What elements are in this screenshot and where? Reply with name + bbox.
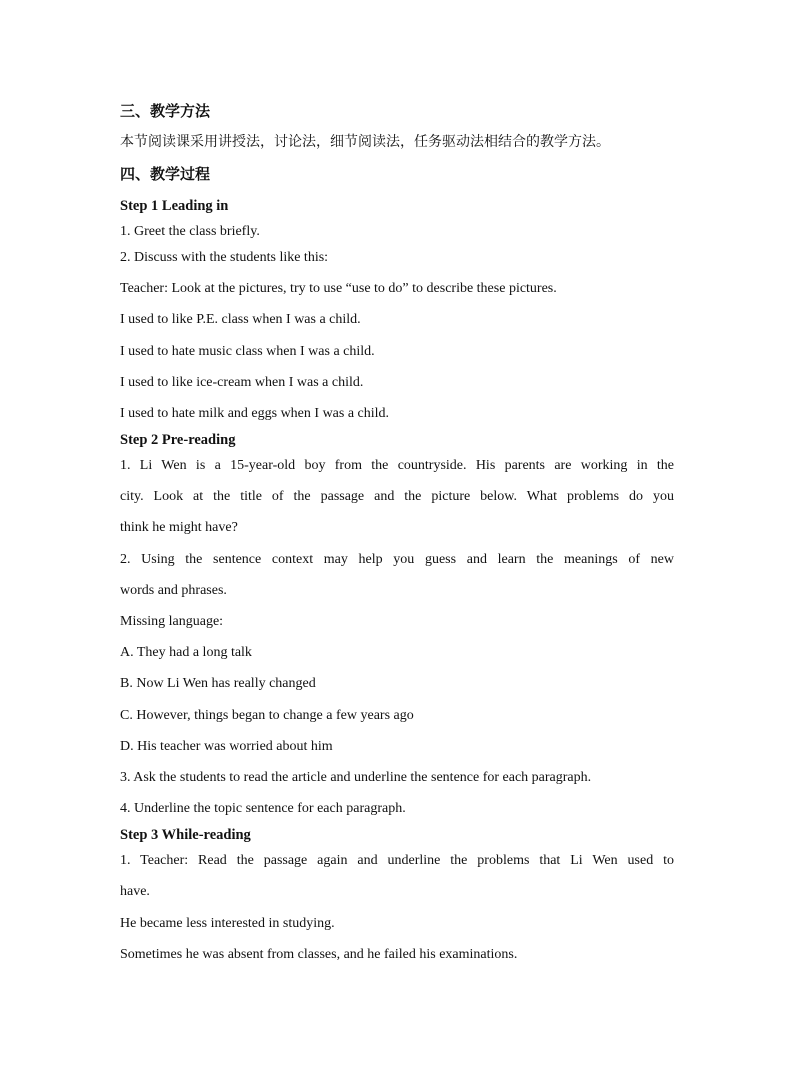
text-line: Missing language: bbox=[120, 614, 224, 629]
option-item: D. His teacher was worried about him bbox=[120, 739, 333, 754]
text-line: Sometimes he was absent from classes, and he failed his examinations. bbox=[120, 947, 518, 962]
option-item: C. However, things began to change a few years ago bbox=[120, 708, 414, 723]
section-heading-teaching-method: 三、教学方法 bbox=[120, 102, 211, 120]
text-line: 1. Teacher: Read the passage again and underline the problems that Li Wen used to bbox=[120, 853, 674, 868]
text-line: Teacher: Look at the pictures, try to use “use to do” to describe these pictures. bbox=[120, 281, 557, 296]
paragraph-method-description: 本节阅读课采用讲授法，讨论法，细节阅读法，任务驱动法相结合的教学方法。 bbox=[120, 134, 610, 150]
text-line: 2. Using the sentence context may help you guess and learn the meanings of new bbox=[120, 552, 674, 567]
text-line: words and phrases. bbox=[120, 583, 227, 598]
text-line: He became less interested in studying. bbox=[120, 916, 335, 931]
option-item: A. They had a long talk bbox=[120, 645, 252, 660]
text-line: 1. Li Wen is a 15-year-old boy from the countryside. His parents are working in the bbox=[120, 458, 674, 473]
section-heading-teaching-process: 四、教学过程 bbox=[120, 165, 211, 183]
text-line: 3. Ask the students to read the article and underline the sentence for each paragraph. bbox=[120, 770, 592, 785]
option-item: B. Now Li Wen has really changed bbox=[120, 676, 316, 691]
text-line: 1. Greet the class briefly. bbox=[120, 224, 260, 239]
step-2-heading: Step 2 Pre-reading bbox=[120, 432, 236, 448]
example-sentence: I used to hate milk and eggs when I was a child. bbox=[120, 406, 390, 421]
text-line: have. bbox=[120, 884, 150, 899]
step-3-heading: Step 3 While-reading bbox=[120, 827, 251, 843]
text-line: city. Look at the title of the passage and the picture below. What problems do you bbox=[120, 489, 674, 504]
text-line: 2. Discuss with the students like this: bbox=[120, 250, 329, 265]
example-sentence: I used to hate music class when I was a child. bbox=[120, 344, 375, 359]
text-line: 4. Underline the topic sentence for each paragraph. bbox=[120, 801, 406, 816]
example-sentence: I used to like ice-cream when I was a child. bbox=[120, 375, 364, 390]
step-1-heading: Step 1 Leading in bbox=[120, 198, 229, 214]
text-line: think he might have? bbox=[120, 520, 238, 535]
example-sentence: I used to like P.E. class when I was a child. bbox=[120, 312, 361, 327]
